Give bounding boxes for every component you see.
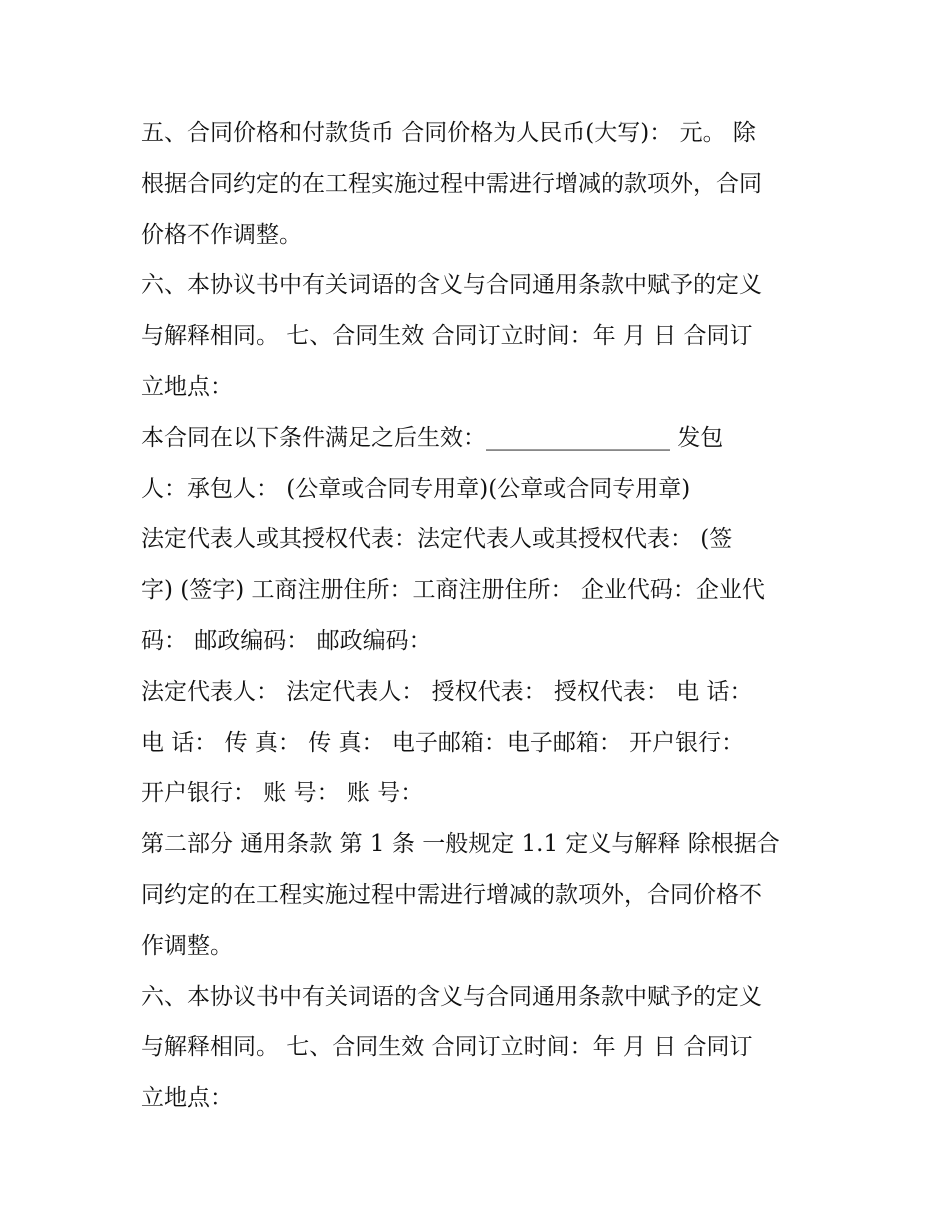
- text-line: 电 话： 传 真： 传 真： 电子邮箱：电子邮箱： 开户银行：: [141, 729, 745, 756]
- text-line: 立地点：: [141, 373, 233, 400]
- text-line: 码： 邮政编码： 邮政编码：: [141, 627, 432, 654]
- text-line: 作调整。: [141, 932, 233, 959]
- text-line: 第二部分 通用条款 第 1 条 一般规定 1.1 定义与解释 除根据合: [141, 831, 780, 858]
- text-line: 六、本协议书中有关词语的含义与合同通用条款中赋予的定义: [141, 983, 762, 1010]
- text-line: 开户银行： 账 号： 账 号：: [141, 780, 424, 807]
- text-line: 字) (签字) 工商注册住所：工商注册住所： 企业代码：企业代: [141, 577, 765, 604]
- contract-text-body: [141, 108, 821, 1124]
- text-line: 立地点：: [141, 1085, 233, 1112]
- text-line: 六、本协议书中有关词语的含义与合同通用条款中赋予的定义: [141, 272, 762, 299]
- text-line: 人：承包人： (公章或合同专用章)(公章或合同专用章): [141, 475, 691, 502]
- text-line: 法定代表人或其授权代表：法定代表人或其授权代表： (签: [141, 526, 733, 553]
- text-line: 本合同在以下条件满足之后生效：________________ 发包: [141, 424, 724, 451]
- text-line: 根据合同约定的在工程实施过程中需进行增减的款项外，合同: [141, 170, 762, 197]
- text-line: 与解释相同。 七、合同生效 合同订立时间：年 月 日 合同订: [141, 1034, 753, 1061]
- text-line: 同约定的在工程实施过程中需进行增减的款项外，合同价格不: [141, 881, 762, 908]
- text-line: 五、合同价格和付款货币 合同价格为人民币(大写)： 元。 除: [141, 120, 756, 146]
- text-line: 与解释相同。 七、合同生效 合同订立时间：年 月 日 合同订: [141, 323, 753, 350]
- text-line: 价格不作调整。: [141, 221, 302, 248]
- text-line: 法定代表人： 法定代表人： 授权代表： 授权代表： 电 话：: [141, 678, 753, 705]
